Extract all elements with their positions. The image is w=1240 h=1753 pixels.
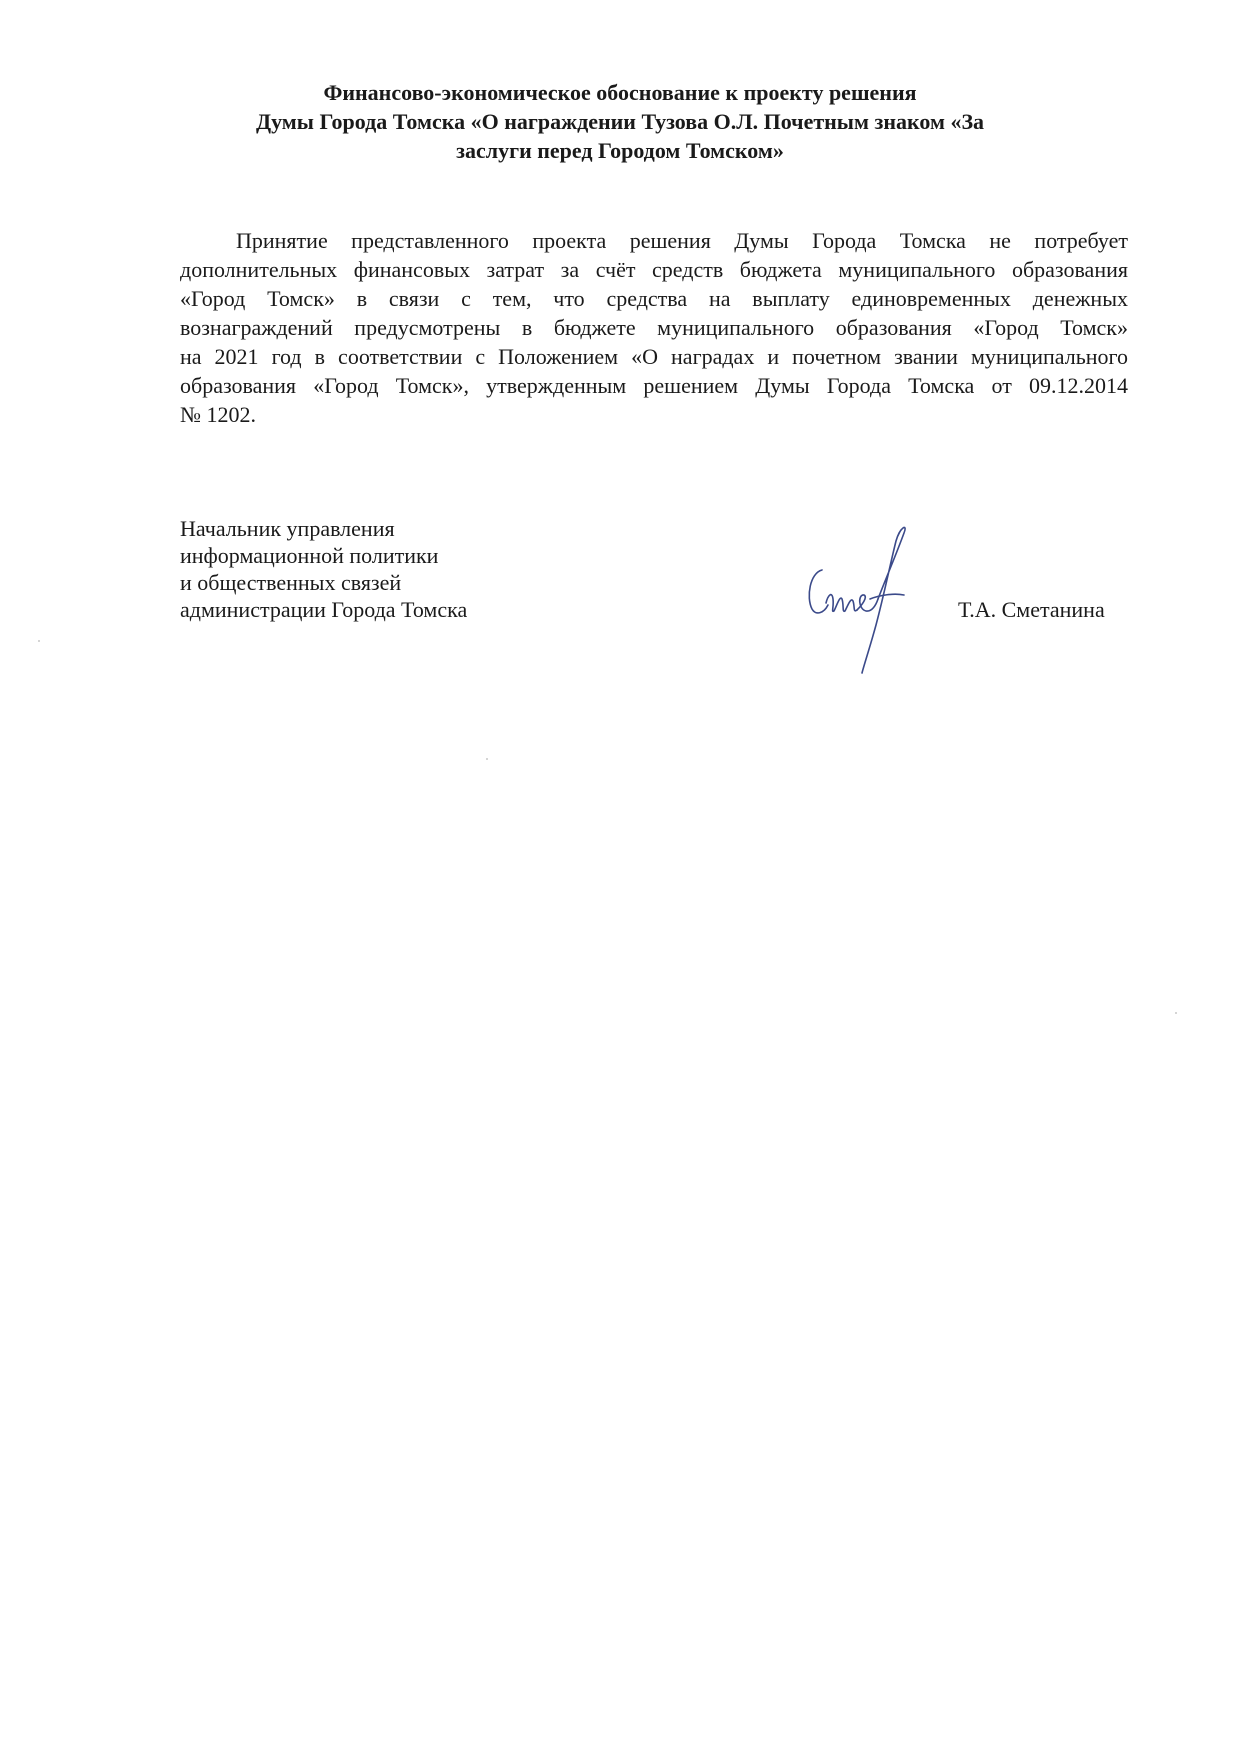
position-line: Начальник управления bbox=[180, 516, 395, 541]
body-line: образования «Город Томск», утвержденным решением Думы Города Томска от 09.12.2014 bbox=[180, 373, 1128, 398]
scan-speck bbox=[486, 758, 488, 760]
position-line: информационной политики bbox=[180, 543, 439, 568]
body-line: вознаграждений предусмотрены в бюджете муниципального образования «Город Томск» bbox=[180, 315, 1128, 340]
scan-speck bbox=[1175, 1012, 1177, 1014]
body-line: дополнительных финансовых затрат за счёт средств бюджета муниципального образования bbox=[180, 257, 1128, 282]
document-title bbox=[160, 78, 1080, 165]
position-line: и общественных связей bbox=[180, 570, 402, 595]
scan-speck bbox=[38, 640, 40, 642]
position-line: администрации Города Томска bbox=[180, 597, 468, 622]
title-line: заслуги перед Городом Томском» bbox=[456, 138, 784, 163]
body-line: № 1202. bbox=[180, 402, 256, 427]
title-line: Думы Города Томска «О награждении Тузова О.Л. Почетным знаком «За bbox=[255, 109, 985, 134]
body-line: «Город Томск» в связи с тем, что средства на выплату единовременных денежных bbox=[180, 286, 1128, 311]
body-line: на 2021 год в соответствии с Положением «О наградах и почетном звании муниципального bbox=[180, 344, 1128, 369]
handwritten-signature bbox=[800, 525, 930, 675]
signer-name: Т.А. Сметанина bbox=[958, 597, 1105, 622]
signer-position bbox=[180, 515, 467, 623]
body-paragraph bbox=[180, 226, 1128, 429]
title-line: Финансово-экономическое обоснование к проекту решения bbox=[323, 80, 917, 105]
body-line: Принятие представленного проекта решения Думы Города Томска не потребует bbox=[236, 228, 1128, 253]
